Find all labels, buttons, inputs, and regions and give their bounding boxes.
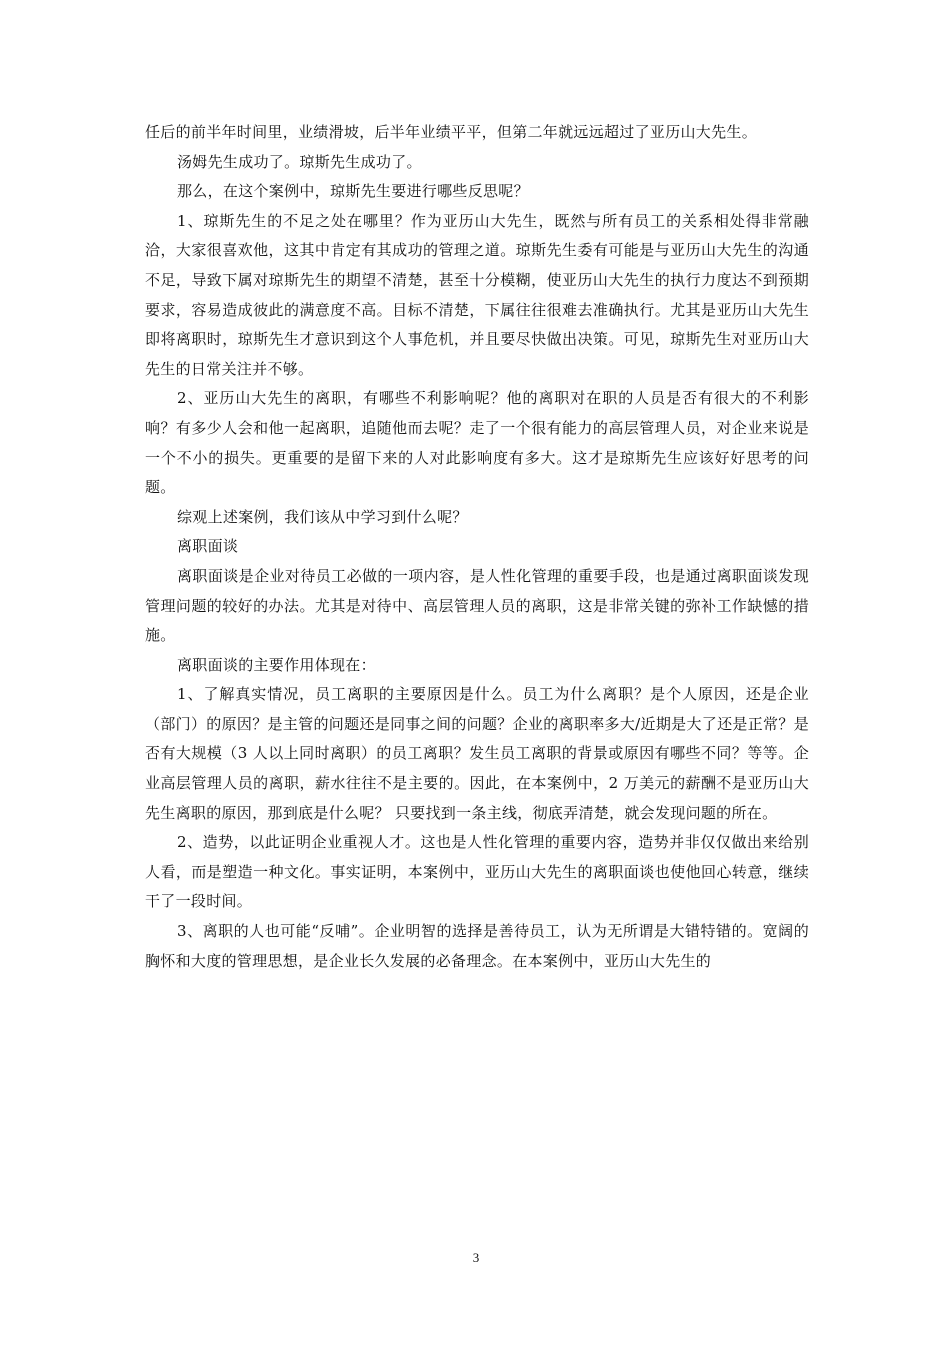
paragraph: 2、亚历山大先生的离职，有哪些不利影响呢？他的离职对在职的人员是否有很大的不利影响？有多少人会和他一起离职，追随他而去呢？走了一个很有能力的高层管理人员，对企业来说是一个不小的损失。更重要的是留下来的人对此影响度有多大。这才是琼斯先生应该好好思考的问题。	[145, 389, 809, 497]
paragraph: 汤姆先生成功了。琼斯先生成功了。	[177, 152, 422, 171]
body-text	[145, 118, 809, 976]
paragraph: 2、造势，以此证明企业重视人才。这也是人性化管理的重要内容，造势并非仅仅做出来给别人看，而是塑造一种文化。事实证明，本案例中，亚历山大先生的离职面谈也使他回心转意，继续干了一段时间。	[145, 833, 809, 911]
paragraph: 离职面谈的主要作用体现在：	[177, 655, 376, 674]
paragraph: 综观上述案例，我们该从中学习到什么呢？	[177, 507, 468, 526]
paragraph-continuation: 任后的前半年时间里，业绩滑坡，后半年业绩平平，但第二年就远远超过了亚历山大先生。	[145, 123, 758, 141]
page-number: 3	[472, 1250, 480, 1265]
paragraph: 3、离职的人也可能“反哺”。企业明智的选择是善待员工，认为无所谓是大错特错的。宽阔的胸怀和大度的管理思想，是企业长久发展的必备理念。在本案例中，亚历山大先生的	[145, 922, 809, 970]
paragraph: 1、了解真实情况，员工离职的主要原因是什么。员工为什么离职？是个人原因，还是企业（部门）的原因？是主管的问题还是同事之间的问题？企业的离职率多大/近期是大了还是正常？是否有大规模（3 人以上同时离职）的员工离职？发生员工离职的背景或原因有哪些不同？等等。企业高层管理人员的离职，薪水往往不是主要的。因此，在本案例中，2 万美元的薪酬不是亚历山大先生离职的原因，那到底是什么呢？ 只要找到一条主线，彻底弄清楚，就会发现问题的所在。	[145, 685, 809, 822]
paragraph: 离职面谈是企业对待员工必做的一项内容，是人性化管理的重要手段，也是通过离职面谈发现管理问题的较好的办法。尤其是对待中、高层管理人员的离职，这是非常关键的弥补工作缺憾的措施。	[145, 566, 809, 645]
paragraph: 1、琼斯先生的不足之处在哪里？作为亚历山大先生，既然与所有员工的关系相处得非常融洽，大家很喜欢他，这其中肯定有其成功的管理之道。琼斯先生委有可能是与亚历山大先生的沟通不足，导致下属对琼斯先生的期望不清楚，甚至十分模糊，使亚历山大先生的执行力度达不到预期要求，容易造成彼此的满意度不高。目标不清楚，下属往往很难去准确执行。尤其是亚历山大先生即将离职时，琼斯先生才意识到这个人事危机，并且要尽快做出决策。可见，琼斯先生对亚历山大先生的日常关注并不够。	[145, 211, 809, 378]
paragraph: 那么，在这个案例中，琼斯先生要进行哪些反思呢？	[177, 182, 529, 201]
section-heading: 离职面谈	[177, 537, 239, 556]
